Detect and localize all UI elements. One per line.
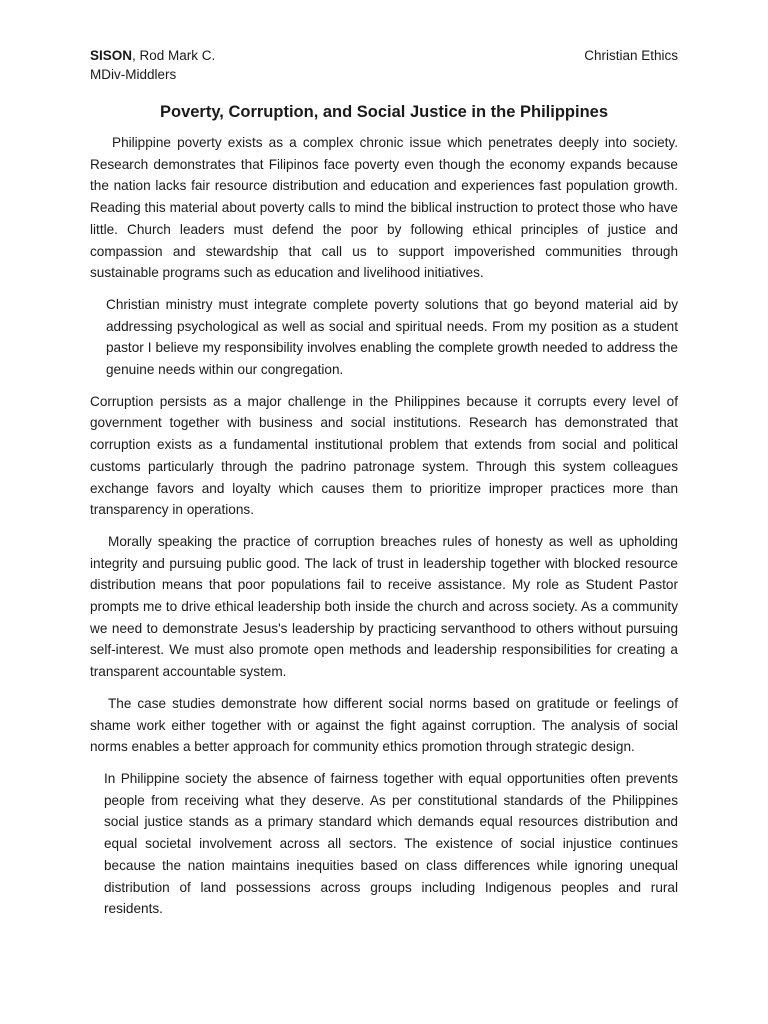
author-program: MDiv-Middlers — [90, 67, 177, 82]
document-header — [90, 46, 678, 84]
paragraph-social-justice: In Philippine society the absence of fairness together with equal opportunities often prevents people from receiving what they deserve. As per constitutional standards of the Philippines social justice stands as a primary standard which demands equal resources distribution and equal societal involvement across all sectors. The existence of social injustice continues because the nation maintains inequities based on class differences while ignoring unequal distribution of land possessions across groups including Indigenous peoples and rural residents. — [104, 770, 678, 917]
document-body — [90, 132, 678, 920]
paragraph-morality: Morally speaking the practice of corruption breaches rules of honesty as well as upholding integrity and pursuing public good. The lack of trust in leadership together with blocked resource distribution means that poor populations fail to receive assistance. My role as Student Pastor prompts me to drive ethical leadership both inside the church and across society. As a community we need to demonstrate Jesus's leadership by practicing servanthood to others without pursuing self-interest. We must also promote open methods and leadership responsibilities for creating a transparent accountable system. — [90, 533, 678, 680]
paragraph-ministry: Christian ministry must integrate complete poverty solutions that go beyond material aid by addressing psychological as well as social and spiritual needs. From my position as a student pastor I believe my responsibility involves enabling the complete growth needed to address the genuine needs within our congregation. — [106, 296, 678, 378]
author-name-line — [90, 46, 215, 65]
author-given-name: , Rod Mark C. — [132, 48, 216, 63]
course-name: Christian Ethics — [584, 48, 678, 63]
paragraph-case-studies: The case studies demonstrate how different social norms based on gratitude or feelings of shame work either together with or against the fight against corruption. The analysis of social norms enables a better approach for community ethics promotion through strategic design. — [90, 695, 678, 755]
document-title: Poverty, Corruption, and Social Justice in the Philippines — [159, 103, 609, 121]
paragraph-poverty: Philippine poverty exists as a complex chronic issue which penetrates deeply into society. Research demonstrates that Filipinos face poverty even though the economy expands because the nation lacks fair resource distribution and education and experiences fast population growth. Reading this material about poverty calls to mind the biblical instruction to protect those who have little. Church leaders must defend the poor by following ethical principles of justice and compassion and stewardship that call us to support impoverished communities through sustainable programs such as education and livelihood initiatives. — [90, 135, 678, 281]
paragraph-corruption: Corruption persists as a major challenge in the Philippines because it corrupts every level of government together with business and social institutions. Research has demonstrated that corruption exists as a fundamental institutional problem that extends from social and political customs particularly through the padrino patronage system. Through this system colleagues exchange favors and loyalty which causes them to prioritize improper practices more than transparency in operations. — [90, 393, 678, 518]
author-surname: SISON — [90, 48, 133, 63]
author-block — [90, 46, 215, 84]
